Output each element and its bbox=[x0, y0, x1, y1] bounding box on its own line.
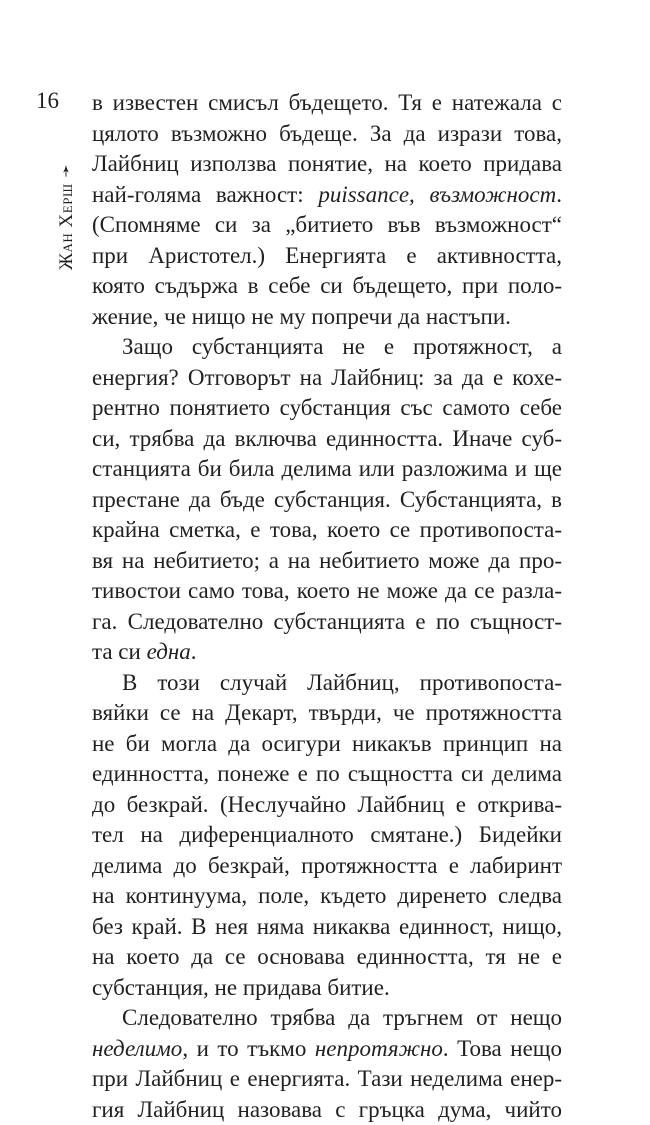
text-line bbox=[92, 119, 562, 150]
text-line bbox=[92, 1003, 562, 1034]
text-line bbox=[92, 759, 562, 790]
text-segment: цялото възможно бъдеще. За да изрази това, bbox=[92, 121, 562, 146]
running-head-author: Жан Херш bbox=[56, 183, 78, 270]
arrow-down-icon: ➛ bbox=[56, 164, 78, 177]
text-line bbox=[92, 1095, 562, 1125]
italic-text: puissance, възможност bbox=[318, 182, 556, 207]
text-line bbox=[92, 424, 562, 455]
italic-text: непротяжно bbox=[315, 1036, 443, 1061]
text-segment: престане да бъде субстанция. Субстанцията, в bbox=[92, 487, 562, 512]
text-line bbox=[92, 1064, 562, 1095]
text-line bbox=[92, 607, 562, 638]
text-segment: жение, че нищо не му попречи да настъпи. bbox=[92, 304, 511, 329]
text-segment: единността, понеже е по същността си делима bbox=[92, 761, 562, 786]
text-segment: на което да се основава единността, тя не е bbox=[92, 944, 562, 969]
text-segment: , и то тъкмо bbox=[182, 1036, 315, 1061]
text-line bbox=[92, 912, 562, 943]
text-segment: гия Лайбниц назовава с гръцка дума, чийто bbox=[92, 1097, 562, 1122]
text-line bbox=[92, 393, 562, 424]
text-line bbox=[92, 820, 562, 851]
text-segment: . Това нещо bbox=[443, 1036, 562, 1061]
text-segment: вя на небитието; а на небитието може да про- bbox=[92, 548, 562, 573]
text-segment: която съдържа в себе си бъдещето, при поло- bbox=[92, 273, 562, 298]
text-segment: при Лайбниц е енергията. Тази неделима енер- bbox=[92, 1066, 562, 1091]
text-segment: га. Следователно субстанцията е по същност- bbox=[92, 609, 562, 634]
text-line bbox=[92, 790, 562, 821]
text-line bbox=[92, 332, 562, 363]
page-number: 16 bbox=[36, 86, 59, 116]
text-segment: . bbox=[191, 639, 197, 664]
text-line bbox=[92, 942, 562, 973]
text-segment: крайна сметка, е това, което се противопоста- bbox=[92, 517, 562, 542]
italic-text: неделимо bbox=[92, 1036, 182, 1061]
text-segment: В този случай Лайбниц, противопоста- bbox=[122, 670, 562, 695]
text-segment: не би могла да осигури никакъв принцип на bbox=[92, 731, 562, 756]
text-line bbox=[92, 241, 562, 272]
italic-text: една bbox=[147, 639, 191, 664]
text-segment: най-голяма важност: bbox=[92, 182, 318, 207]
text-segment: вяйки се на Декарт, твърди, че протяжността bbox=[92, 700, 562, 725]
text-segment: си, трябва да включва единността. Иначе суб- bbox=[92, 426, 562, 451]
text-segment: без край. В нея няма никаква единност, нищо, bbox=[92, 914, 562, 939]
text-line bbox=[92, 180, 562, 211]
text-segment: енергия? Отговорът на Лайбниц: за да е кохе- bbox=[92, 365, 562, 390]
text-line bbox=[92, 210, 562, 241]
text-line bbox=[92, 637, 562, 668]
text-segment: тел на диференциалното смятане.) Бидейки bbox=[92, 822, 562, 847]
text-segment: рентно понятието субстанция със самото себе bbox=[92, 395, 562, 420]
text-segment: делима до безкрай, протяжността е лабиринт bbox=[92, 853, 562, 878]
text-line bbox=[92, 576, 562, 607]
text-segment: (Спомняме си за „битието във възможност“ bbox=[92, 212, 562, 237]
body-text bbox=[92, 88, 562, 1125]
text-segment: субстанция, не придава битие. bbox=[92, 975, 390, 1000]
text-line bbox=[92, 302, 562, 333]
text-line bbox=[92, 515, 562, 546]
text-segment: в известен смисъл бъдещето. Тя е натежала с bbox=[92, 90, 562, 115]
text-line bbox=[92, 149, 562, 180]
text-line bbox=[92, 363, 562, 394]
text-segment: Следователно трябва да тръгнем от нещо bbox=[122, 1005, 562, 1030]
text-line bbox=[92, 454, 562, 485]
text-segment: Лайбниц използва понятие, на което придава bbox=[92, 151, 562, 176]
text-segment: . bbox=[556, 182, 562, 207]
text-line bbox=[92, 271, 562, 302]
text-segment: Защо субстанцията не е протяжност, а bbox=[122, 334, 562, 359]
text-segment: до безкрай. (Неслучайно Лайбниц е открива- bbox=[92, 792, 562, 817]
text-segment: станцията би била делима или разложима и ще bbox=[92, 456, 562, 481]
text-line bbox=[92, 698, 562, 729]
text-line bbox=[92, 729, 562, 760]
text-line bbox=[92, 88, 562, 119]
text-segment: та си bbox=[92, 639, 147, 664]
text-line bbox=[92, 485, 562, 516]
text-segment: на континуума, поле, където диренето следва bbox=[92, 883, 562, 908]
text-line bbox=[92, 973, 562, 1004]
text-segment: тивостои само това, което не може да се разла- bbox=[92, 578, 562, 603]
text-segment: при Аристотел.) Енергията е активността, bbox=[92, 243, 562, 268]
text-line bbox=[92, 1034, 562, 1065]
text-line bbox=[92, 881, 562, 912]
text-line bbox=[92, 668, 562, 699]
text-line bbox=[92, 851, 562, 882]
text-line bbox=[92, 546, 562, 577]
